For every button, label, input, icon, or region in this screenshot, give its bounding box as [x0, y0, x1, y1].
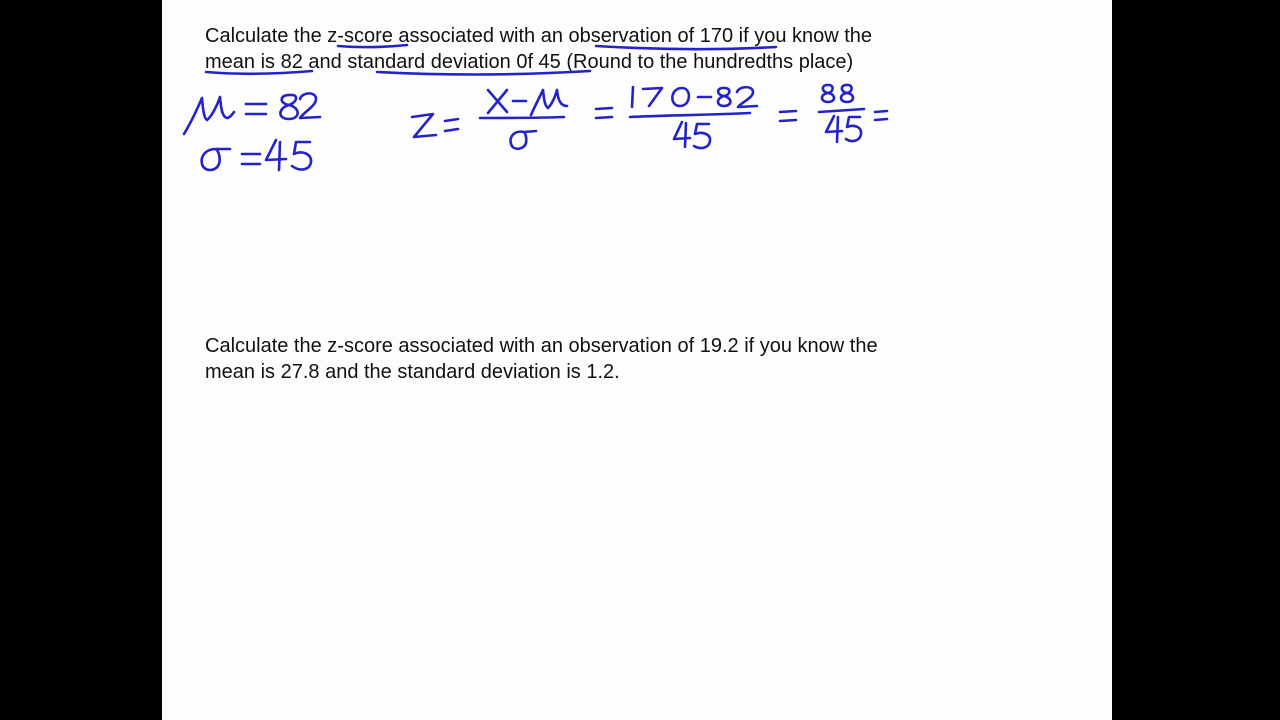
problem-2	[205, 333, 965, 385]
worksheet-page	[162, 0, 1112, 720]
problem-2-line-1: Calculate the z-score associated with an observation of 19.2 if you know the	[205, 335, 878, 357]
handwritten-formula	[412, 90, 567, 149]
handwritten-std-dev	[202, 140, 311, 170]
problem-1-line-2: mean is 82 and standard deviation 0f 45 (Round to the hundredths place)	[205, 51, 854, 73]
handwritten-substitution	[596, 87, 757, 148]
problem-1-line-1: Calculate the z-score associated with an observation of 170 if you know the	[205, 25, 873, 47]
handwritten-mean	[184, 93, 320, 134]
problem-1	[205, 23, 965, 75]
problem-2-line-2: mean is 27.8 and the standard deviation is 1.2.	[205, 361, 620, 383]
handwritten-simplified	[780, 85, 887, 142]
